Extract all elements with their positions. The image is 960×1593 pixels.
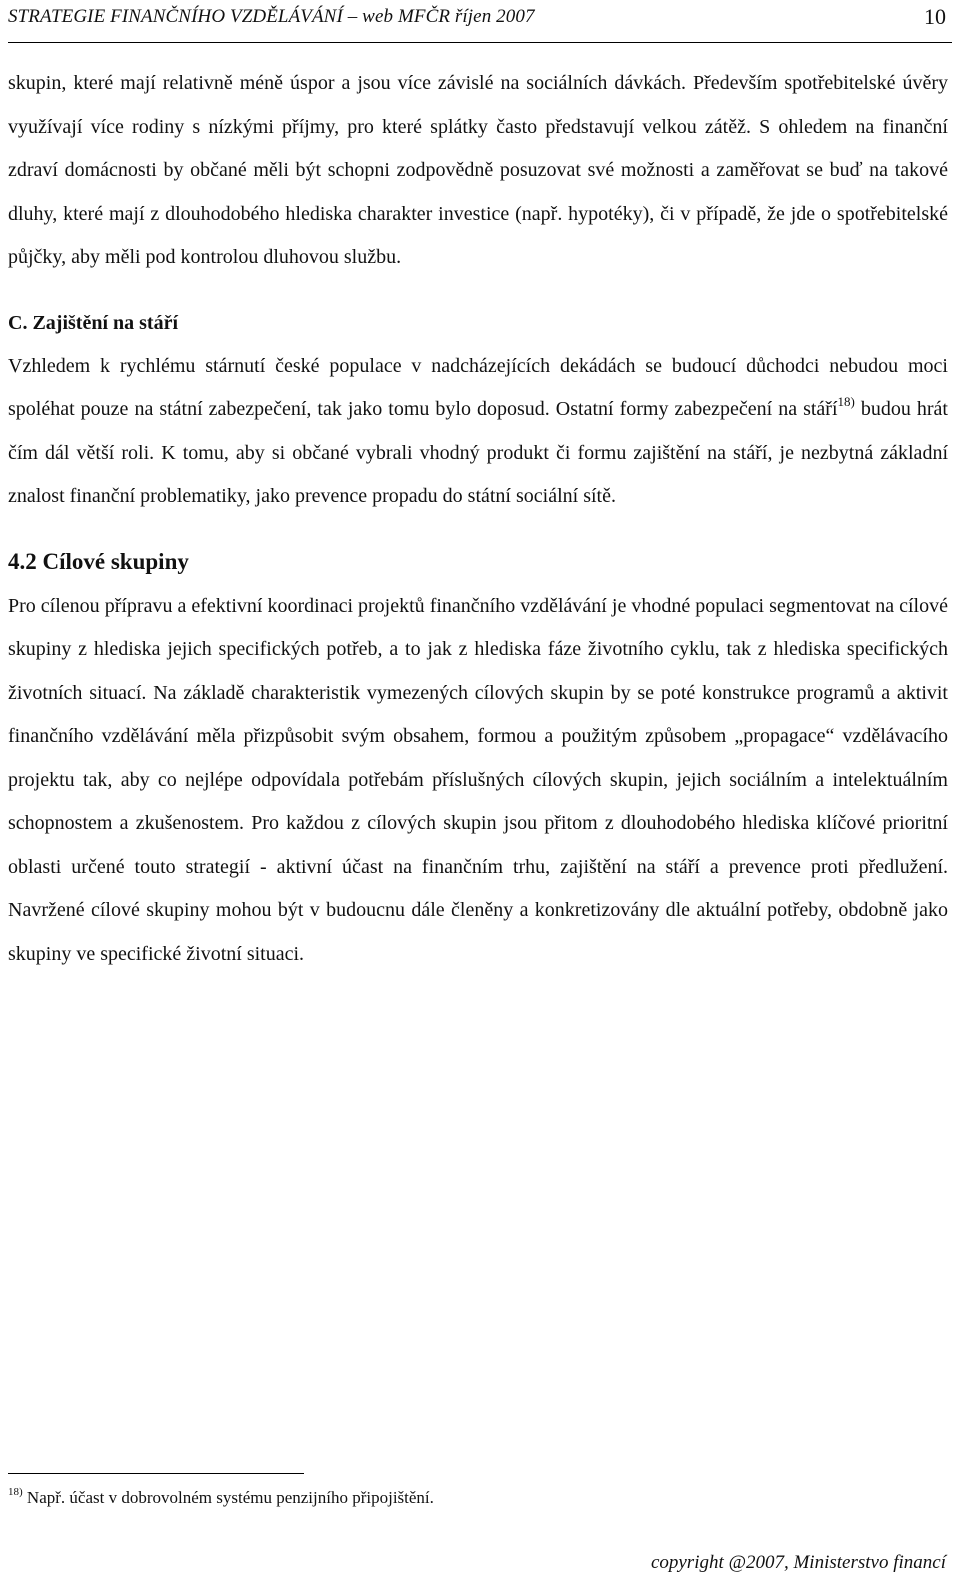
page-number: 10 — [924, 4, 946, 29]
footnote — [8, 1488, 434, 1508]
section-heading-target-groups: 4.2 Cílové skupiny — [8, 548, 189, 574]
retirement-text-after-note: budou hrát čím dál větší roli. K tomu, aby si občané vybrali vhodný produkt či formu zajištění na stáří, je nezbytná základní znalost finanční problematiky, jako prevence propadu do státní sociální sítě. — [8, 398, 948, 507]
paragraph-retirement — [8, 345, 948, 519]
paragraph-consumer-credit: skupin, které mají relativně méně úspor a jsou více závislé na sociálních dávkách. Především spotřebitelské úvěry využívají více rodiny s nízkými příjmy, pro které splátky často představují velkou zátěž. S ohledem na finanční zdraví domácnosti by občané měli být schopni zodpovědně posuzovat své možnosti a zaměřovat se buď na takové dluhy, které mají z dlouhodobého hlediska charakter investice (např. hypotéky), či v případě, že jde o spotřebitelské půjčky, aby měli pod kontrolou dluhovou službu. — [8, 72, 948, 268]
page-footer-copyright: copyright @2007, Ministerstvo financí — [650, 1552, 946, 1573]
section-heading-retirement: C. Zajištění na stáří — [8, 311, 178, 334]
paragraph-target-groups: Pro cílenou přípravu a efektivní koordinaci projektů finančního vzdělávání je vhodné populaci segmentovat na cílové skupiny z hlediska jejich specifických potřeb, a to jak z hlediska fáze životního cyklu, tak z hlediska specifických životních situací. Na základě charakteristik vymezených cílových skupin by se poté konstrukce programů a aktivit finančního vzdělávání měla přizpůsobit svým obsahem, formou a použitým způsobem „propagace“ vzdělávacího projektu tak, aby co nejlépe odpovídala potřebám příslušných cílových skupin, jejich sociálním a intelektuálním schopnostem a zkušenostem. Pro každou z cílových skupin jsou přitom z dlouhodobého hlediska klíčové prioritní oblasti určené touto strategií - aktivní účast na finančním trhu, zajištění na stáří a prevence proti předlužení. Navržené cílové skupiny mohou být v budoucnu dále členěny a konkretizovány dle aktuální potřeby, obdobně jako skupiny ve specifické životní situaci. — [8, 594, 948, 965]
retirement-text-before-note: Vzhledem k rychlému stárnutí české populace v nadcházejících dekádách se budoucí důchodci nebudou moci spoléhat pouze na státní zabezpečení, tak jako tomu bylo doposud. Ostatní formy zabezpečení na stáří — [8, 354, 948, 420]
header-title: STRATEGIE FINANČNÍHO VZDĚLÁVÁNÍ – web MFČR říjen 2007 — [8, 6, 535, 27]
footnote-reference[interactable]: 18) — [837, 394, 855, 409]
footnote-number: 18) — [8, 1486, 23, 1498]
page-body — [8, 62, 948, 976]
footnote-divider — [8, 1473, 304, 1474]
page-header — [8, 0, 952, 43]
footnote-text: Např. účast v dobrovolném systému penzijního připojištění. — [22, 1488, 434, 1507]
